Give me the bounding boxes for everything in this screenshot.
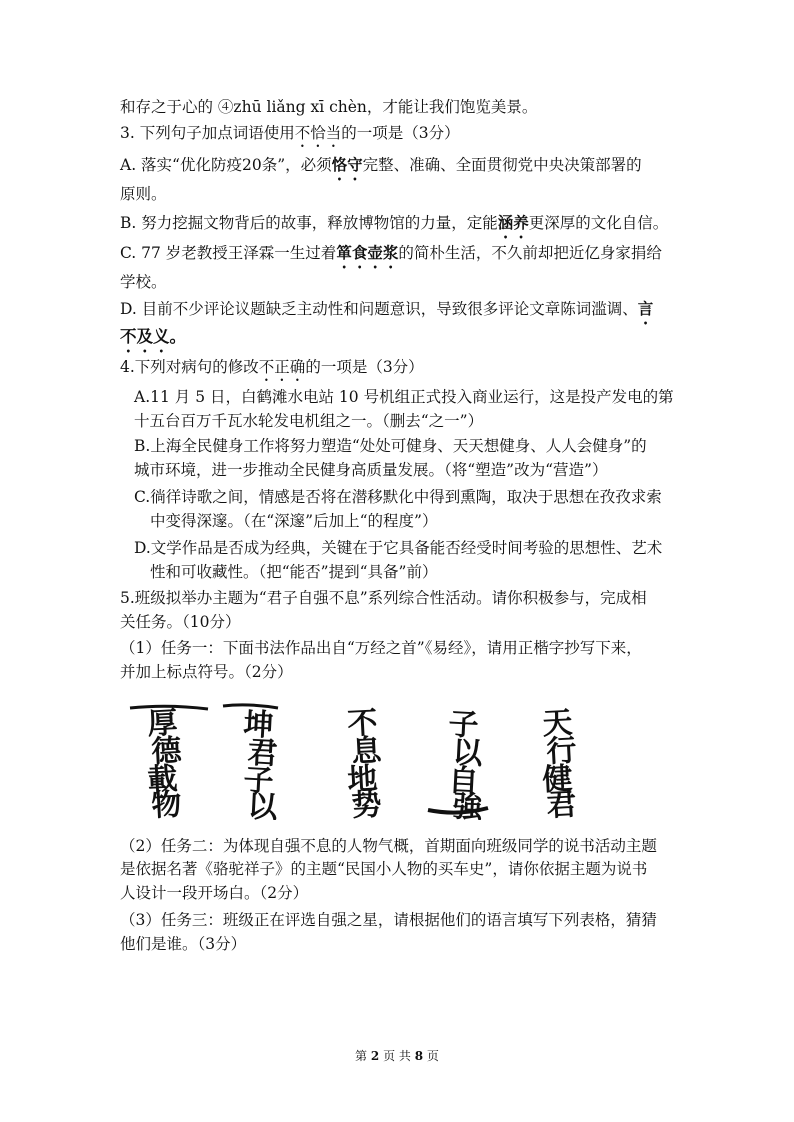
calligraphy-glyph: 坤 (242, 707, 275, 744)
q4-option-a-cont: 十五台百万千瓦水轮发电机组之一。（删去“之一”） (134, 412, 484, 430)
calligraphy-glyph: 健 (541, 761, 574, 798)
q5-stem: 5.班级拟举办主题为“君子自强不息”系列综合性活动。请你积极参与，完成相 (120, 589, 647, 607)
q3-option-c: C. 77 岁老教授王泽霖一生过着箪食壶浆的简朴生活，不久前却把近亿身家捐给 (120, 243, 662, 262)
calligraphy-glyph: 君 (246, 735, 279, 772)
calligraphy-glyph: 息 (350, 733, 383, 770)
q5-task1: （1）任务一：下面书法作品出自“万经之首”《易经》，请用正楷字抄写下来， (120, 639, 642, 657)
calligraphy-glyph: 不 (346, 705, 379, 742)
q3-option-d-cont: 不及义。 (120, 327, 186, 346)
calligraphy-glyph: 子 (447, 707, 480, 744)
calligraphy-glyph: 物 (150, 787, 183, 820)
calligraphy-svg (128, 700, 628, 820)
calligraphy-glyph: 天 (541, 705, 574, 742)
calligraphy-glyph: 行 (545, 733, 578, 770)
calligraphy-glyph: 势 (350, 787, 383, 820)
q4-option-d: D.文学作品是否成为经典，关键在于它具备能否经受时间考验的思想性、艺术 (134, 539, 663, 557)
calligraphy-artwork (128, 700, 628, 820)
q4-option-c-cont: 中变得深邃。（在“深邃”后加上“的程度”） (150, 512, 438, 530)
q3-option-b: B. 努力挖掘文物背后的故事，释放博物馆的力量，定能涵养更深厚的文化自信。 (120, 213, 669, 232)
calligraphy-glyph: 厚 (146, 705, 179, 742)
calligraphy-glyph: 君 (545, 787, 578, 820)
q4-stem: 4.下列对病句的修改不正确的一项是（3分） (120, 358, 424, 376)
q5-task2-cont1: 是依据名著《骆驼祥子》的主题“民国小人物的买车史”，请你依据主题为说书 (120, 860, 648, 878)
intro-line: 和存之于心的 ④zhū liǎng xī chèn，才能让我们饱览美景。 (120, 98, 538, 116)
q4-option-c: C.徜徉诗歌之间，情感是否将在潜移默化中得到熏陶，取决于思想在孜孜求索 (134, 488, 662, 506)
calligraphy-glyph: 以 (246, 789, 279, 820)
calligraphy-glyph: 載 (146, 761, 179, 798)
q4-option-d-cont: 性和可收藏性。（把“能否”提到“具备”前） (150, 563, 438, 581)
q4-option-a: A.11 月 5 日，白鹤滩水电站 10 号机组正式投入商业运行，这是投产发电的第 (134, 388, 674, 406)
q3-option-a-cont: 原则。 (120, 185, 167, 203)
q4-option-b: B.上海全民健身工作将努力塑造“处处可健身、天天想健身、人人会健身”的 (134, 437, 647, 455)
calligraphy-glyph: 自 (447, 763, 480, 800)
q5-task1-cont: 并加上标点符号。（2分） (120, 663, 293, 681)
calligraphy-glyph: 子 (242, 763, 275, 800)
q3-option-c-cont: 学校。 (120, 273, 167, 291)
page-footer: 第 2 页 共 8 页 (355, 1049, 439, 1063)
q5-task2-cont2: 人设计一段开场白。（2分） (120, 884, 309, 902)
q5-task3-cont: 他们是谁。（3分） (120, 935, 247, 953)
q5-stem-cont: 关任务。（10分） (120, 613, 241, 631)
q4-option-b-cont: 城市环境，进一步推动全民健身高质量发展。（将“塑造”改为“营造”） (134, 461, 608, 479)
q5-task2: （2）任务二：为体现自强不息的人物气概，首期面向班级同学的说书活动主题 (120, 837, 657, 855)
q5-task3: （3）任务三：班级正在评选自强之星，请根据他们的语言填写下列表格，猜猜 (120, 911, 657, 929)
q3-option-a: A. 落实“优化防疫20条”，必须恪守完整、准确、全面贯彻党中央决策部署的 (120, 155, 642, 174)
calligraphy-glyph: 地 (346, 761, 379, 798)
calligraphy-glyph: 德 (150, 733, 183, 770)
q3-option-d: D. 目前不少评论议题缺乏主动性和问题意识，导致很多评论文章陈词滥调、言 (120, 299, 654, 318)
q3-stem: 3. 下列句子加点词语使用不恰当的一项是（3分） (120, 124, 460, 142)
calligraphy-glyph: 以 (451, 735, 484, 772)
calligraphy-glyph: 強 (451, 789, 484, 820)
